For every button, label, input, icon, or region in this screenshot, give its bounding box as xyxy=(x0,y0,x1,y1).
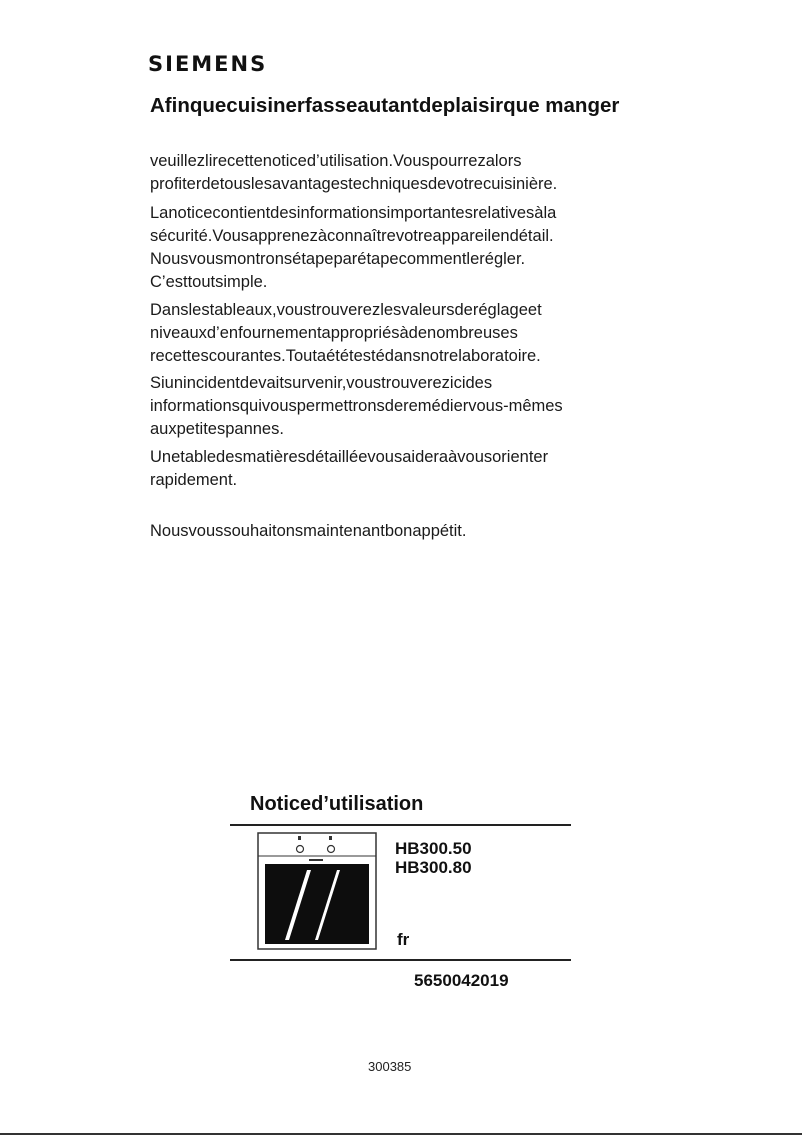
language-code: fr xyxy=(397,930,410,949)
intro-paragraph: veuillezlirecettenoticed’utilisation.Vouspourrezalors profiterdetouslesavantagestechniquesdevotrecuisinière. xyxy=(150,152,558,193)
print-code: 300385 xyxy=(368,1059,412,1074)
title-divider xyxy=(230,824,571,826)
closing-paragraph: Nousvoussouhaitonsmaintenantbonappétit. xyxy=(150,522,467,540)
siemens-logo: SIEMENS xyxy=(148,52,268,76)
manual-title: Noticed’utilisation xyxy=(250,793,424,815)
document-number: 5650042019 xyxy=(414,971,509,990)
page-edge-line xyxy=(0,1133,802,1135)
cover-divider xyxy=(230,959,571,961)
safety-paragraph: Lanoticecontientdesinformationsimportantesrelativesàla sécurité.Vousapprenezàconnaîtrevotreappareilendétail. Nousvousmontronsétapeparétapecommentlerégler. C’esttoutsimple. xyxy=(150,204,557,291)
model-number: HB300.80 xyxy=(395,858,472,877)
model-number: HB300.50 xyxy=(395,839,472,858)
tables-paragraph: Danslestableaux,voustrouverezlesvaleursderéglageet niveauxd’enfournementappropriésàdenombreuses recettescourantes.Toutaététestédansnotrelaboratoire. xyxy=(150,301,542,365)
page-heading: Afinquecuisinerfasseautantdeplaisirque manger xyxy=(150,94,620,117)
troubleshooting-paragraph: Siunincidentdevaitsurvenir,voustrouverezicides informationsquivouspermettronsderemédiervous-mêmes auxpetitespannes. xyxy=(150,374,563,438)
contents-paragraph: Unetabledesmatièresdétailléevousaideraàvousorienter rapidement. xyxy=(150,448,549,489)
oven-icon xyxy=(257,832,377,950)
